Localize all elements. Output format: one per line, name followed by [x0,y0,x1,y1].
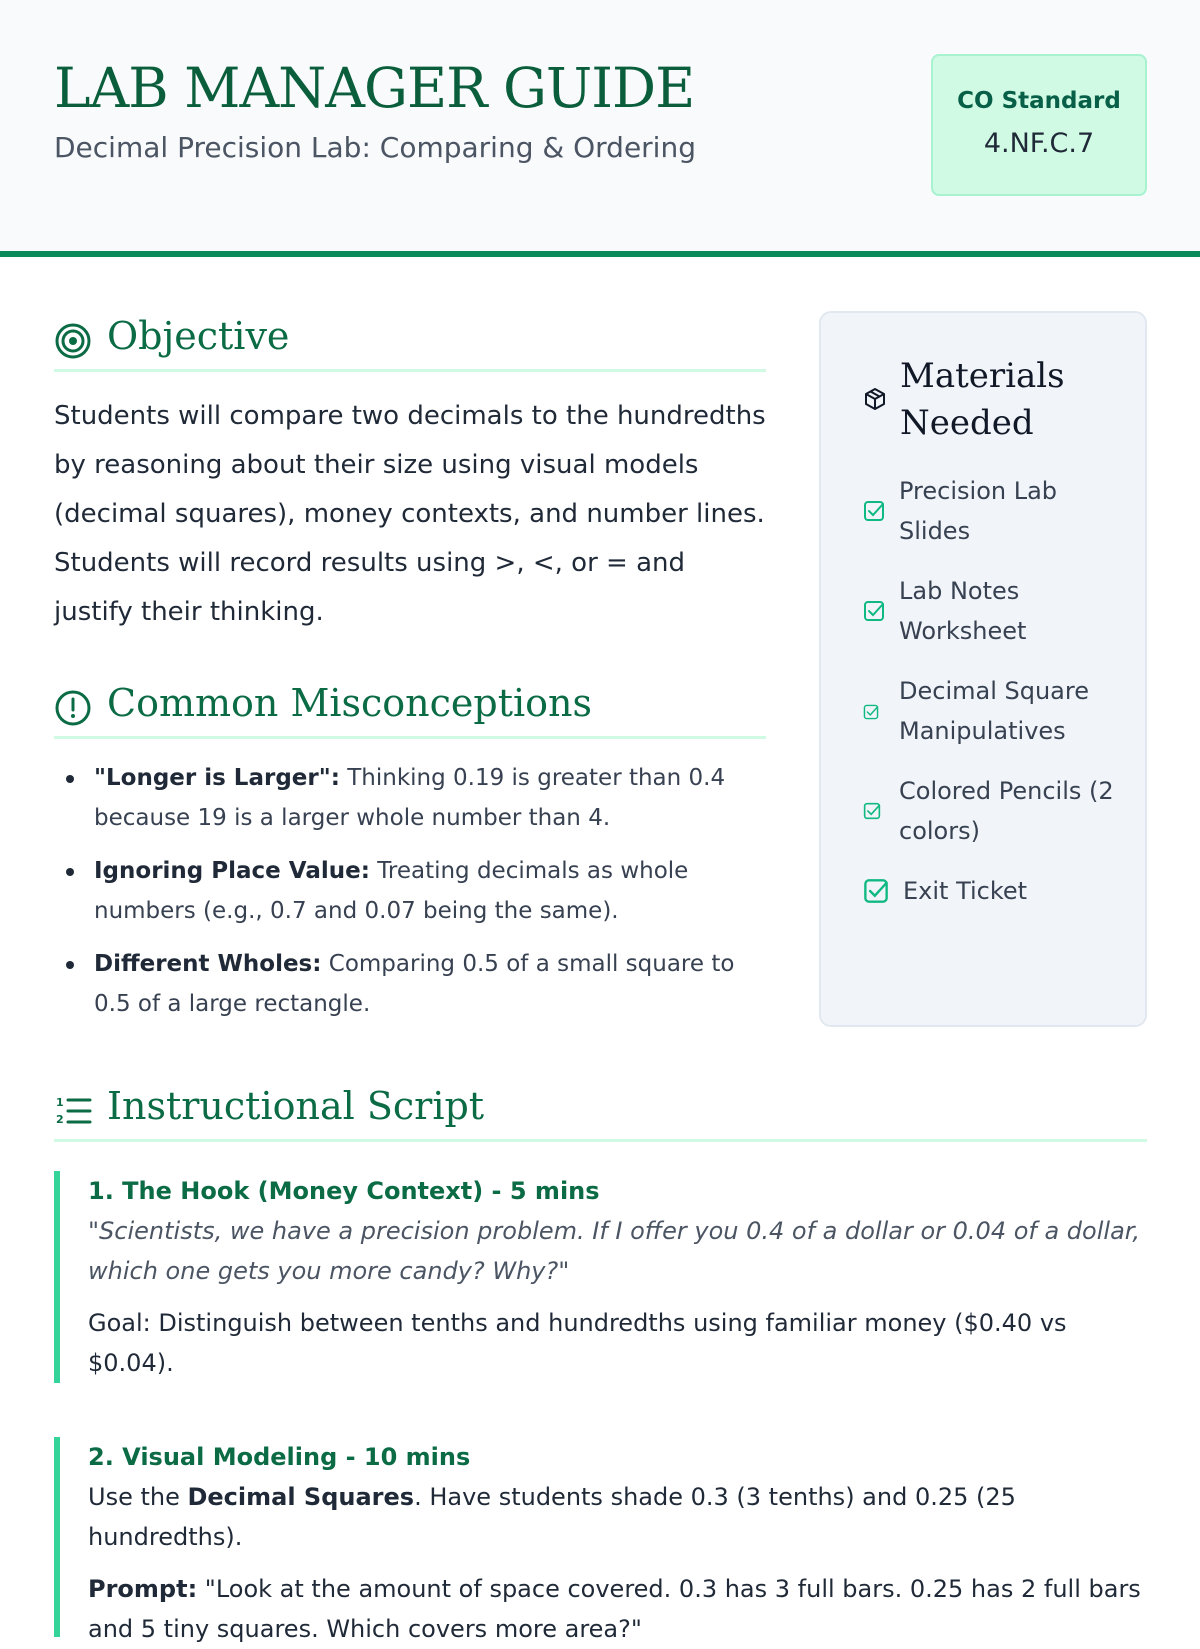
material-label: Lab Notes Worksheet [899,577,1027,645]
objective-text: Students will compare two decimals to the hundredths by reasoning about their size using visual models (decimal squares), money contexts, and number lines. Students will record results using >, <, or = and justify their thinking. [54,401,766,627]
misconception-text: Treating decimals as whole numbers (e.g., 0.7 and 0.07 being the same). [94,858,689,924]
misconception-term: Different Wholes: [94,951,322,977]
materials-title: Materials Needed [900,356,1065,443]
step-title: 1. The Hook (Money Context) - 5 mins [88,1177,600,1205]
check-square-icon [863,878,889,904]
step-prompt [88,1569,1147,1649]
step-prompt-text: "Look at the amount of space covered. 0.3 has 3 full bars. 0.25 has 2 full bars and 5 tiny squares. Which covers more area?" [88,1575,1141,1643]
script-heading [54,1084,1147,1142]
check-square-icon [863,500,885,522]
materials-panel [819,311,1147,1027]
misconceptions-title: Common Misconceptions [107,681,593,725]
svg-text:2: 2 [56,1113,64,1126]
misconception-term: "Longer is Larger": [94,765,340,791]
standard-label: CO Standard [957,88,1121,114]
page-header [0,0,1200,257]
standard-code: 4.NF.C.7 [983,128,1095,159]
script-step [54,1437,1147,1643]
objective-heading [54,314,766,372]
standard-badge [931,54,1147,196]
check-square-icon [863,704,879,720]
misconception-text: Comparing 0.5 of a small square to 0.5 of a large rectangle. [94,951,735,1017]
page-subtitle: Decimal Precision Lab: Comparing & Ordering [54,131,696,164]
list-item [54,851,769,931]
list-item [54,944,769,1024]
svg-text:1: 1 [56,1096,64,1109]
material-label: Precision Lab Slides [899,477,1058,545]
step-intro-text: . Have students shade 0.3 (3 tenths) and 0.25 (25 hundredths). [88,1483,1016,1551]
numbered-list-icon [54,1092,92,1130]
alert-circle-icon [54,689,92,727]
misconceptions-list [54,758,769,1037]
check-square-icon [863,802,881,820]
misconception-term: Ignoring Place Value: [94,858,370,884]
objective-title: Objective [107,314,290,358]
list-item [54,758,769,838]
script-title: Instructional Script [107,1084,485,1128]
material-label: Colored Pencils (2 colors) [899,777,1114,845]
check-square-icon [863,600,885,622]
material-label: Exit Ticket [903,877,1028,905]
step-intro-text: Use the [88,1483,188,1511]
step-prompt-label: Prompt: [88,1575,198,1603]
target-icon [54,322,92,360]
material-label: Decimal Square Manipulatives [899,677,1089,745]
step-intro-emphasis: Decimal Squares [187,1483,415,1511]
step-title: 2. Visual Modeling - 10 mins [88,1443,471,1471]
step-intro [88,1477,1147,1557]
page-title: LAB MANAGER GUIDE [54,56,695,120]
step-quote: "Scientists, we have a precision problem. If I offer you 0.4 of a dollar or 0.04 of a dollar, which one gets you more candy? Why?" [88,1217,1141,1285]
step-goal: Goal: Distinguish between tenths and hundredths using familiar money ($0.40 vs $0.04). [88,1309,1067,1377]
misconceptions-heading [54,681,766,739]
script-step [54,1171,1147,1383]
package-icon [863,387,887,411]
misconception-text: Thinking 0.19 is greater than 0.4 because 19 is a larger whole number than 4. [94,765,726,831]
